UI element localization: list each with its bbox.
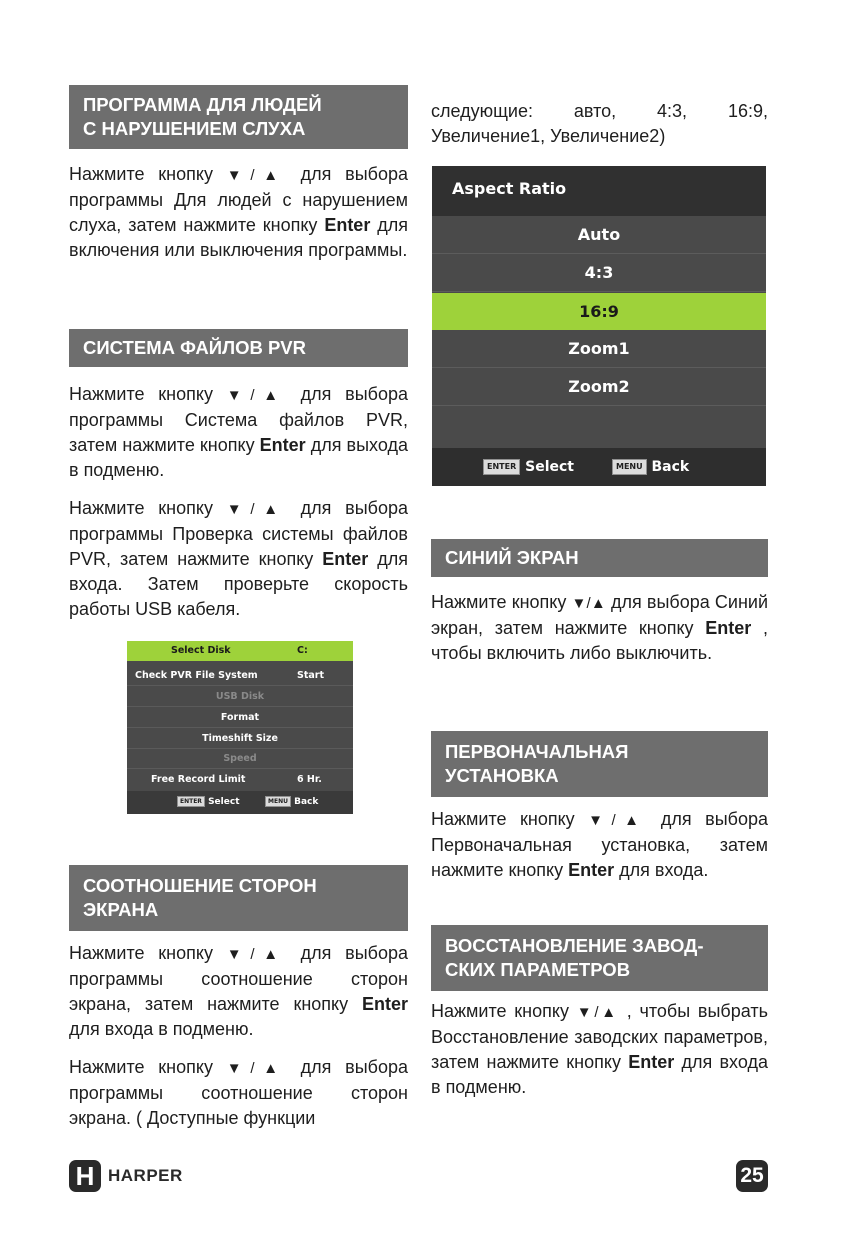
blue-screen-paragraph: Нажмите кнопку ▼/▲ для выбора Синий экран, затем нажмите кнопку Enter , чтобы включить либо выключить. — [431, 592, 768, 663]
aspect-paragraph-2: Нажмите кнопку ▼/▲ для выбора программы соотношение сторон экрана. ( Доступные функции — [69, 1057, 408, 1128]
down-up-arrows-icon: ▼/▲ — [226, 501, 287, 518]
enter-key-icon: ENTER — [177, 796, 205, 807]
enter-key-label: Enter — [705, 618, 752, 638]
section-title-line: УСТАНОВКА — [445, 765, 559, 786]
section-title-line: СООТНОШЕНИЕ СТОРОН — [83, 875, 317, 896]
aspect-paragraph-continued: следующие: авто, 4:3, 16:9, Увеличение1, Увеличение2) — [431, 101, 768, 146]
enter-key-label: Enter — [259, 435, 306, 455]
down-up-arrows-icon: ▼/▲ — [226, 387, 287, 404]
section-title-line: ПЕРВОНАЧАЛЬНАЯ — [445, 741, 629, 762]
aspect-option-zoom2: Zoom2 — [432, 368, 766, 406]
section-title-line: С НАРУШЕНИЕМ СЛУХА — [83, 118, 306, 139]
section-title-line: ПРОГРАММА ДЛЯ ЛЮДЕЙ — [83, 94, 322, 115]
enter-key-icon: ENTER — [483, 459, 520, 475]
section-title-line: ЭКРАНА — [83, 899, 159, 920]
aspect-ratio-menu-screenshot — [432, 166, 766, 486]
pvr-paragraph-1: Нажмите кнопку ▼/▲ для выбора программы Система файлов PVR, затем нажмите кнопку Enter для выхода в подменю. — [69, 384, 408, 480]
pvr-row-speed: Speed — [127, 749, 353, 769]
section-title-line: ВОССТАНОВЛЕНИЕ ЗАВОД- — [445, 935, 704, 956]
brand-name: HARPER — [108, 1166, 183, 1185]
enter-key-label: Enter — [628, 1052, 675, 1072]
down-up-arrows-icon: ▼/▲ — [571, 595, 606, 612]
factory-reset-paragraph: Нажмите кнопку ▼/▲ , чтобы выбрать Восстановление заводских параметров, затем нажмите кнопку Enter для входа в подменю. — [431, 1001, 768, 1097]
page-number: 25 — [736, 1160, 768, 1192]
section-header-blue-screen — [431, 539, 768, 577]
enter-key-label: Enter — [322, 549, 369, 569]
section-header-pvr — [69, 329, 408, 367]
down-up-arrows-icon: ▼/▲ — [588, 812, 648, 829]
pvr-row-check-file-system: Check PVR File System Start — [127, 666, 353, 686]
section-title-line: СИНИЙ ЭКРАН — [445, 547, 579, 568]
aspect-option-4-3: 4:3 — [432, 254, 766, 292]
pvr-menu-footer: ENTER Select MENU Back — [127, 791, 353, 814]
aspect-option-auto: Auto — [432, 216, 766, 254]
aspect-paragraph-1: Нажмите кнопку ▼/▲ для выбора программы соотношение сторон экрана, затем нажмите кнопку Enter для входа в подменю. — [69, 943, 408, 1039]
aspect-option-16-9-selected: 16:9 — [432, 293, 766, 330]
enter-key-label: Enter — [324, 215, 371, 235]
pvr-row-timeshift-size: Timeshift Size — [127, 729, 353, 749]
pvr-paragraph-2: Нажмите кнопку ▼/▲ для выбора программы Проверка системы файлов PVR, затем нажмите кнопку Enter для входа. Затем проверьте скорость работы USB кабеля. — [69, 498, 408, 619]
hearing-paragraph: Нажмите кнопку ▼/▲ для выбора программы Для людей с нарушением слуха, затем нажмите кнопку Enter для включения или выключения программы. — [69, 164, 408, 260]
pvr-row-free-record-limit: Free Record Limit 6 Hr. — [151, 774, 322, 785]
section-header-first-install — [431, 731, 768, 797]
enter-key-label: Enter — [361, 994, 408, 1014]
menu-key-icon: MENU — [612, 459, 647, 475]
down-up-arrows-icon: ▼/▲ — [226, 946, 287, 963]
aspect-empty-row — [432, 406, 766, 444]
menu-key-icon: MENU — [265, 796, 291, 807]
aspect-ratio-menu-title: Aspect Ratio — [432, 166, 766, 216]
pvr-row-select-disk: Select Disk C: — [127, 641, 353, 661]
pvr-row-format: Format — [127, 708, 353, 728]
section-header-hearing — [69, 85, 408, 149]
enter-key-label: Enter — [568, 860, 615, 880]
down-up-arrows-icon: ▼/▲ — [576, 1004, 619, 1021]
harper-logo-icon: H — [69, 1160, 101, 1192]
first-install-paragraph: Нажмите кнопку ▼/▲ для выбора Первоначальная установка, затем нажмите кнопку Enter для входа. — [431, 809, 768, 880]
aspect-menu-footer: ENTER Select MENU Back — [432, 448, 766, 486]
section-header-factory-reset — [431, 925, 768, 991]
section-title-line: СКИХ ПАРАМЕТРОВ — [445, 959, 631, 980]
pvr-menu-screenshot — [127, 641, 353, 814]
down-up-arrows-icon: ▼/▲ — [226, 1060, 287, 1077]
aspect-option-zoom1: Zoom1 — [432, 330, 766, 368]
section-header-aspect — [69, 865, 408, 931]
down-up-arrows-icon: ▼/▲ — [226, 167, 287, 184]
section-title-line: СИСТЕМА ФАЙЛОВ PVR — [83, 337, 307, 358]
pvr-row-usb-disk: USB Disk — [127, 687, 353, 707]
